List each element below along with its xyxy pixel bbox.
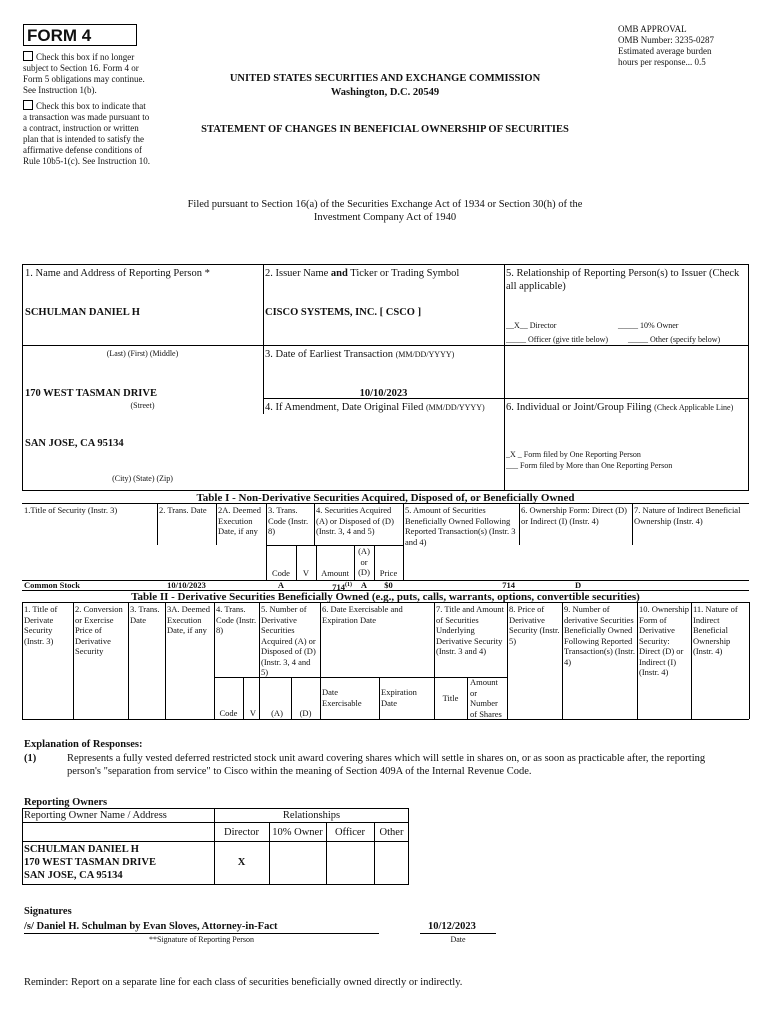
t1-col-code: 3. Trans. Code (Instr. 8) <box>268 505 309 536</box>
filing-one-person: _X _ Form filed by One Reporting Person <box>506 450 641 459</box>
owner-name: SCHULMAN DANIEL H <box>24 844 139 855</box>
omb-approval <box>618 24 748 68</box>
checkbox-2[interactable] <box>23 100 33 110</box>
t1-row-owned: 714 <box>502 580 515 590</box>
omb-burden: Estimated average burden <box>618 46 712 56</box>
t1-col-nature: 7. Nature of Indirect Beneficial Ownership (Instr. 4) <box>634 505 741 526</box>
t1-row-date: 10/10/2023 <box>167 580 206 590</box>
omb-title: OMB APPROVAL <box>618 24 687 34</box>
owner-city: SAN JOSE, CA 95134 <box>24 870 123 881</box>
table1-title: Table I - Non-Derivative Securities Acquired, Disposed of, or Beneficially Owned <box>196 492 575 504</box>
relationship-other: _____ Other (specify below) <box>628 335 721 344</box>
t2-sub-d: (D) <box>299 708 312 718</box>
checkbox-1[interactable] <box>23 51 33 61</box>
t1-col-acquired: 4. Securities Acquired (A) or Disposed of (D) (Instr. 3, 4 and 5) <box>316 505 394 536</box>
city-caption: (City) (State) (Zip) <box>112 474 173 483</box>
owners-col-other: Other <box>379 827 404 838</box>
relationship-officer: _____ Officer (give title below) <box>506 335 609 344</box>
t2-col-exercisable: 6. Date Exercisable and Expiration Date <box>322 604 403 625</box>
t2-col-number: 5. Number of Derivative Securities Acquired (A) or Disposed of (D) (Instr. 3, 4 and 5) <box>261 604 316 677</box>
t2-col-date: 3. Trans. Date <box>130 604 160 625</box>
owner-street: 170 WEST TASMAN DRIVE <box>24 857 156 868</box>
filed-line-2: Investment Company Act of 1940 <box>313 212 457 223</box>
earliest-transaction-date: 10/10/2023 <box>359 388 408 399</box>
box6-label: 6. Individual or Joint/Group Filing (Check Applicable Line) <box>506 402 734 413</box>
relationship-10pct: _____ 10% Owner <box>618 321 679 330</box>
filed-line-1: Filed pursuant to Section 16(a) of the Securities Exchange Act of 1934 or Section 30(h) of the <box>187 199 583 210</box>
t1-row-code: A <box>277 580 285 590</box>
t2-sub-exercisable: Date Exercisable <box>322 687 362 708</box>
t1-sub-aord: (A) or (D) <box>358 546 370 577</box>
t2-sub-amount: Amount or Number of Shares <box>470 677 502 719</box>
checkbox-10b5-1[interactable]: Check this box to indicate that a transaction was made pursuant to a contract, instruction or written plan that is intended to satisfy the affirmative defense conditions of Rule 10b5-1(c). See Instruction 10. <box>23 101 150 166</box>
form-label: FORM 4 <box>27 26 92 45</box>
t1-row-footnote: (1) <box>345 582 352 588</box>
t2-sub-v: V <box>249 708 257 718</box>
signatures-heading: Signatures <box>24 906 72 917</box>
t2-col-form: 10. Ownership Form of Derivative Security: Direct (D) or Indirect (I) (Instr. 4) <box>639 604 690 677</box>
owners-col-officer: Officer <box>334 827 366 838</box>
t1-col-title: 1.Title of Security (Instr. 3) <box>24 505 118 515</box>
t2-col-deriv-price: 8. Price of Derivative Security (Instr. 5) <box>509 604 560 646</box>
signature-date: 10/12/2023 <box>428 921 476 932</box>
t1-col-deemed: 2A. Deemed Execution Date, if any <box>218 505 261 536</box>
t2-col-deemed: 3A. Deemed Execution Date, if any <box>167 604 210 635</box>
t1-col-date: 2. Trans. Date <box>159 505 207 515</box>
t1-row-form: D <box>575 580 582 590</box>
owners-col-name: Reporting Owner Name / Address <box>24 810 167 821</box>
t2-col-underlying: 7. Title and Amount of Securities Underlying Derivative Security (Instr. 3 and 4) <box>436 604 505 656</box>
t1-row-amount: 714$^{(1)}$ <box>332 581 352 592</box>
form-label-box <box>23 24 137 46</box>
t2-sub-title: Title <box>442 693 459 703</box>
issuer-name: CISCO SYSTEMS, INC. [ CSCO ] <box>265 307 422 318</box>
omb-hours: hours per response... 0.5 <box>618 57 706 67</box>
box1-label: 1. Name and Address of Reporting Person * <box>25 268 210 279</box>
filing-more-persons: ___ Form filed by More than One Reporting Person <box>506 461 673 470</box>
t2-col-code: 4. Trans. Code (Instr. 8) <box>216 604 257 635</box>
t1-sub-amount: Amount <box>321 568 349 578</box>
table2-title: Table II - Derivative Securities Beneficially Owned (e.g., puts, calls, warrants, options, convertible securities) <box>131 591 640 603</box>
t2-col-price: 2. Conversion or Exercise Price of Derivative Security <box>75 604 123 656</box>
reminder-text: Reminder: Report on a separate line for each class of securities beneficially owned directly or indirectly. <box>24 977 463 988</box>
t2-sub-code: Code <box>219 708 238 718</box>
t1-col-form: 6. Ownership Form: Direct (D) or Indirect (I) (Instr. 4) <box>521 505 627 526</box>
t1-col-owned: 5. Amount of Securities Beneficially Owned Following Reported Transaction(s) (Instr. 3 and 4) <box>405 505 516 547</box>
page-title: STATEMENT OF CHANGES IN BENEFICIAL OWNERSHIP OF SECURITIES <box>201 124 569 135</box>
explanation-heading: Explanation of Responses: <box>24 739 143 750</box>
t2-sub-expiration: Expiration Date <box>381 687 417 708</box>
footnote-text: Represents a fully vested deferred restricted stock unit award covering shares which will settle in shares on, or as soon as practicable after, the reporting person's "separation from service" to Cisco within the meaning of Section 409A of the Internal Revenue Code. <box>67 753 706 777</box>
agency-city: Washington, D.C. 20549 <box>330 87 440 98</box>
reporting-person-name: SCHULMAN DANIEL H <box>25 307 140 318</box>
box5-label: 5. Relationship of Reporting Person(s) to Issuer (Check all applicable) <box>506 268 740 292</box>
signature-text: /s/ Daniel H. Schulman by Evan Sloves, Attorney-in-Fact <box>24 921 278 932</box>
t2-sub-a: (A) <box>271 708 283 718</box>
signature-caption: **Signature of Reporting Person <box>148 935 255 944</box>
box3-label: 3. Date of Earliest Transaction (MM/DD/YYYY) <box>265 349 455 360</box>
t2-col-title: 1. Title of Derivate Security (Instr. 3) <box>24 604 58 646</box>
t1-row-price: $0 <box>384 580 393 590</box>
omb-number: OMB Number: 3235-0287 <box>618 35 714 45</box>
t2-col-owned: 9. Number of derivative Securities Beneficially Owned Following Reported Transaction(s) (Instr. 4) <box>564 604 635 667</box>
box4-label: 4. If Amendment, Date Original Filed (MM/DD/YYYY) <box>265 402 485 413</box>
street-caption: (Street) <box>130 401 155 410</box>
checkbox-no-longer-subject[interactable]: Check this box if no longer subject to Section 16. Form 4 or Form 5 obligations may continue. See Instruction 1(b). <box>23 52 145 95</box>
owner-director-mark: X <box>237 857 246 868</box>
owners-col-10pct: 10% Owner <box>272 827 323 838</box>
t1-row-security: Common Stock <box>24 580 80 590</box>
t1-row-aord: A <box>360 580 368 590</box>
footnote-number: (1) <box>24 753 37 764</box>
agency-name: UNITED STATES SECURITIES AND EXCHANGE COMMISSION <box>229 73 541 84</box>
box2-label: 2. Issuer Name and Ticker or Trading Symbol <box>265 268 460 279</box>
reporting-city: SAN JOSE, CA 95134 <box>25 438 124 449</box>
reporting-street: 170 WEST TASMAN DRIVE <box>25 388 157 399</box>
owners-col-relationships: Relationships <box>282 810 341 821</box>
relationship-director: __X__ Director <box>506 321 557 330</box>
date-caption: Date <box>450 935 466 944</box>
t1-sub-price: Price <box>379 568 398 578</box>
t1-sub-v: V <box>302 568 310 578</box>
name-caption: (Last) (First) (Middle) <box>106 349 179 358</box>
owners-heading: Reporting Owners <box>24 797 108 808</box>
owners-col-director: Director <box>224 827 259 838</box>
t1-sub-code: Code <box>272 568 290 578</box>
t2-col-nature: 11. Nature of Indirect Beneficial Ownership (Instr. 4) <box>693 604 738 656</box>
